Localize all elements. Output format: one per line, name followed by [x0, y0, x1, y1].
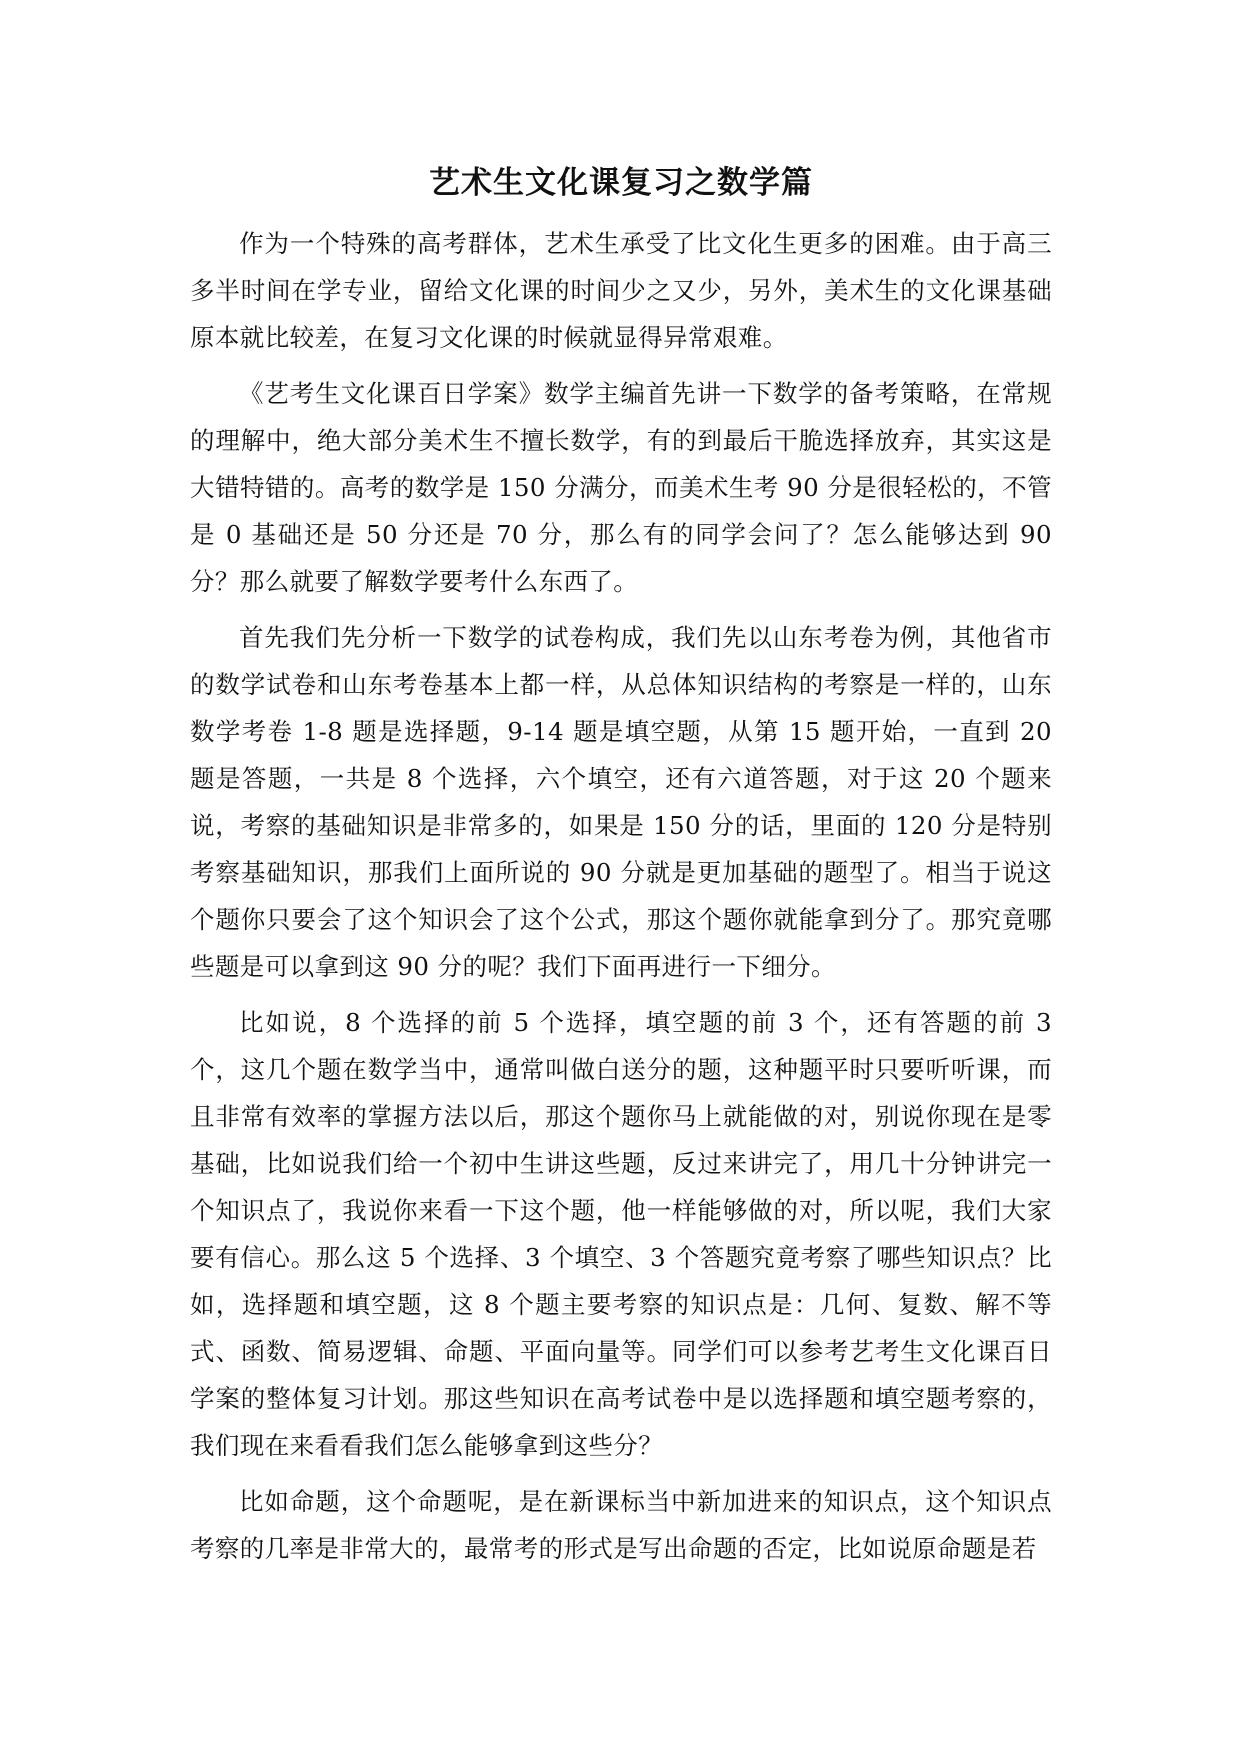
paragraph-4: 比如说，8 个选择的前 5 个选择，填空题的前 3 个，还有答题的前 3 个，这几个题在数学当中，通常叫做白送分的题，这种题平时只要听听课，而且非常有效率的掌握方法以后，那这个题你马上就能做的对，别说你现在是零基础，比如说我们给一个初中生讲这些题，反过来讲完了，用几十分钟讲完一个知识点了，我说你来看一下这个题，他一样能够做的对，所以呢，我们大家要有信心。那么这 5 个选择、3 个填空、3 个答题究竟考察了哪些知识点？比如，选择题和填空题，这 8 个题主要考察的知识点是：几何、复数、解不等式、函数、简易逻辑、命题、平面向量等。同学们可以参考艺考生文化课百日学案的整体复习计划。那这些知识在高考试卷中是以选择题和填空题考察的，我们现在来看看我们怎么能够拿到这些分？ — [190, 1008, 1052, 1460]
document-title: 艺术生文化课复习之数学篇 — [429, 165, 813, 201]
document-page — [190, 160, 1052, 1581]
paragraph-2: 《艺考生文化课百日学案》数学主编首先讲一下数学的备考策略，在常规的理解中，绝大部分美术生不擅长数学，有的到最后干脆选择放弃，其实这是大错特错的。高考的数学是 150 分满分，而美术生考 90 分是很轻松的，不管是 0 基础还是 50 分还是 70 分，那么有的同学会问了？怎么能够达到 90 分？那么就要了解数学要考什么东西了。 — [190, 379, 1052, 596]
paragraph-3: 首先我们先分析一下数学的试卷构成，我们先以山东考卷为例，其他省市的数学试卷和山东考卷基本上都一样，从总体知识结构的考察是一样的，山东数学考卷 1-8 题是选择题，9-14 题是填空题，从第 15 题开始，一直到 20 题是答题，一共是 8 个选择，六个填空，还有六道答题，对于这 20 个题来说，考察的基础知识是非常多的，如果是 150 分的话，里面的 120 分是特别考察基础知识，那我们上面所说的 90 分就是更加基础的题型了。相当于说这个题你只要会了这个知识会了这个公式，那这个题你就能拿到分了。那究竟哪些题是可以拿到这 90 分的呢？我们下面再进行一下细分。 — [190, 623, 1052, 981]
paragraph-1: 作为一个特殊的高考群体，艺术生承受了比文化生更多的困难。由于高三多半时间在学专业，留给文化课的时间少之又少，另外，美术生的文化课基础原本就比较差，在复习文化课的时候就显得异常艰难。 — [190, 229, 1052, 352]
paragraph-5: 比如命题，这个命题呢，是在新课标当中新加进来的知识点，这个知识点考察的几率是非常大的，最常考的形式是写出命题的否定，比如说原命题是若 — [190, 1487, 1052, 1563]
